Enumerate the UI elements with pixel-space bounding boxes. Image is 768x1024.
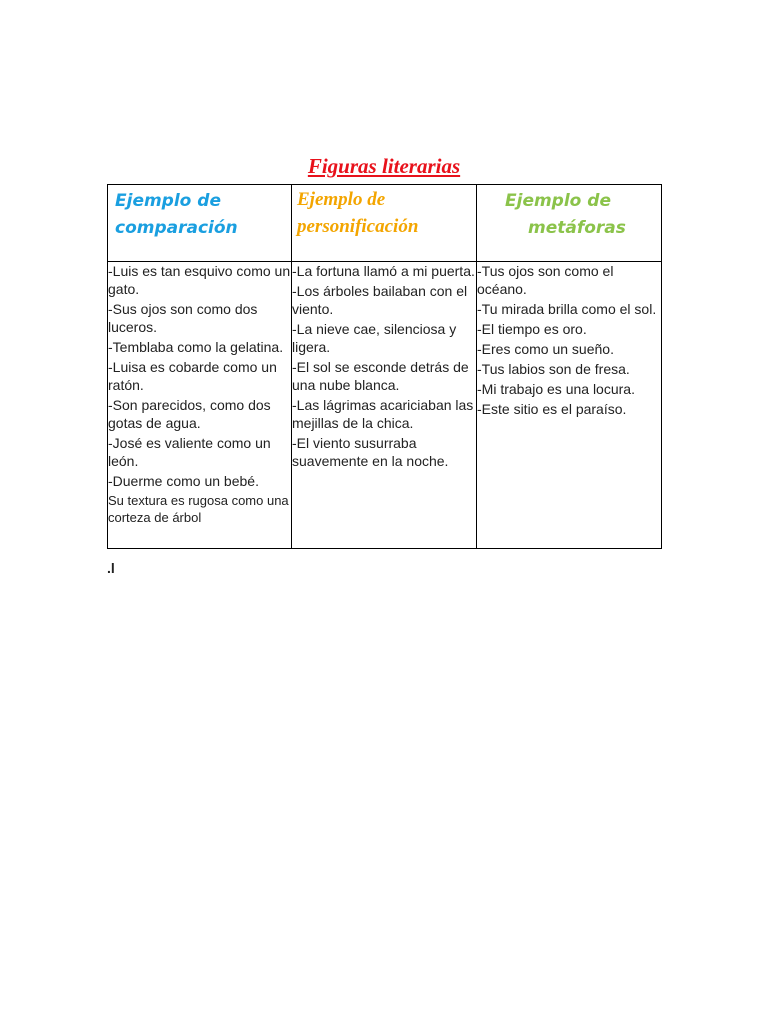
list-item: -Tus ojos son como el océano.	[477, 263, 614, 297]
header-comparacion-text	[108, 185, 291, 242]
metaforas-examples	[477, 262, 662, 549]
personificacion-examples	[292, 262, 477, 549]
list-item: -Eres como un sueño.	[477, 341, 614, 357]
header-personificacion	[292, 185, 477, 262]
figures-table	[107, 184, 662, 549]
list-item: -La fortuna llamó a mi puerta.	[292, 263, 475, 279]
list-item: -Duerme como un bebé.	[108, 473, 259, 489]
list-item: Su textura es rugosa como una corteza de árbol	[108, 493, 289, 525]
list-item: -Son parecidos, como dos gotas de agua.	[108, 397, 271, 431]
list-item: -Luis es tan esquivo como un gato.	[108, 263, 291, 297]
header-metaforas-line1: Ejemplo de	[505, 191, 611, 211]
list-item: -El viento susurraba suavemente en la noche.	[292, 435, 449, 469]
list-item: -Tu mirada brilla como el sol.	[477, 301, 657, 317]
header-comparacion-line1: Ejemplo de	[115, 191, 221, 211]
header-personificacion-text	[292, 185, 476, 240]
header-comparacion	[108, 185, 292, 262]
list-item: -Temblaba como la gelatina.	[108, 339, 284, 355]
list-item: -El sol se esconde detrás de una nube blanca.	[292, 359, 469, 393]
list-item: -Mi trabajo es una locura.	[477, 381, 635, 397]
header-metaforas-line2: metáforas	[528, 218, 626, 238]
list-item: -El tiempo es oro.	[477, 321, 587, 337]
table-header-row	[108, 185, 662, 262]
table-body-row	[108, 262, 662, 549]
list-item: -La nieve cae, silenciosa y ligera.	[292, 321, 457, 355]
list-item: -Sus ojos son como dos luceros.	[108, 301, 258, 335]
list-item: -Este sitio es el paraíso.	[477, 401, 627, 417]
header-metaforas	[477, 185, 662, 262]
list-item: -Luisa es cobarde como un ratón.	[108, 359, 277, 393]
page-title: Figuras literarias	[307, 154, 461, 178]
footer-mark: .l	[107, 560, 115, 576]
list-item: -Las lágrimas acariciaban las mejillas de la chica.	[292, 397, 474, 431]
header-comparacion-line2: comparación	[115, 218, 238, 238]
header-metaforas-text	[477, 185, 661, 242]
list-item: -José es valiente como un león.	[108, 435, 271, 469]
list-item: -Los árboles bailaban con el viento.	[292, 283, 468, 317]
list-item: -Tus labios son de fresa.	[477, 361, 630, 377]
comparacion-examples	[108, 262, 292, 549]
header-personificacion-line1: Ejemplo de	[297, 189, 386, 210]
header-personificacion-line2: personificación	[297, 216, 419, 237]
